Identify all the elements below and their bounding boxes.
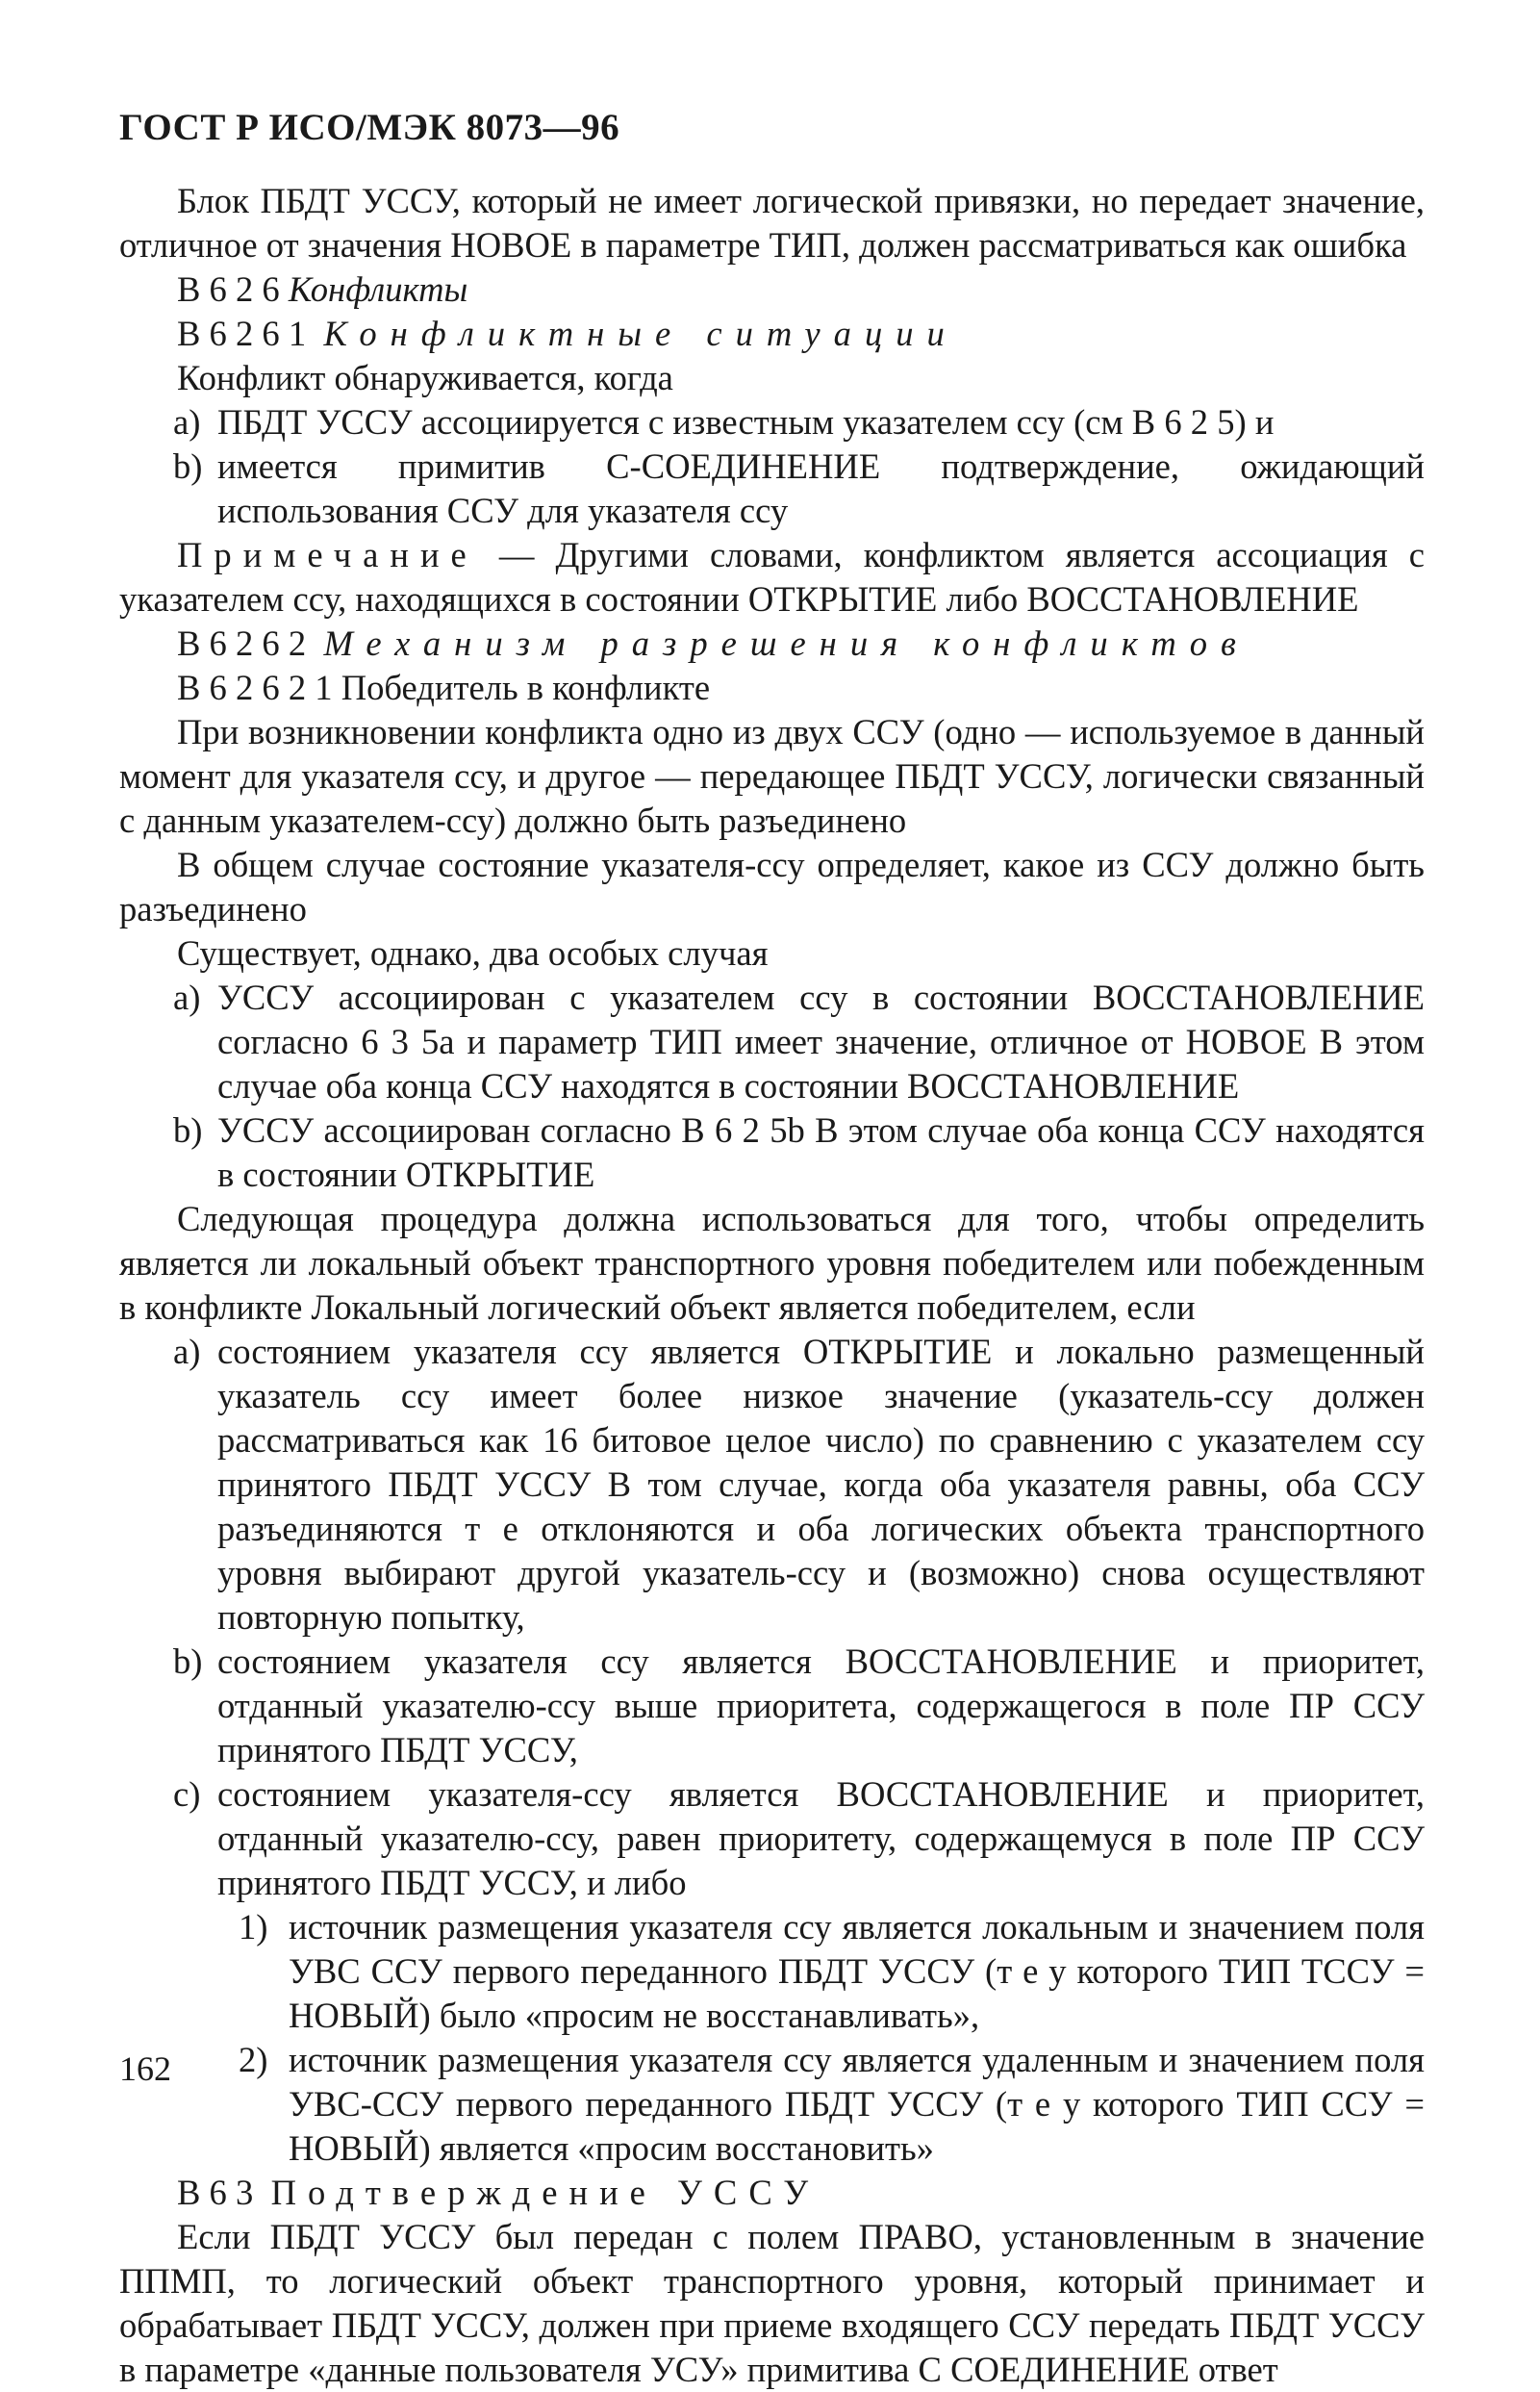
standard-header: ГОСТ Р ИСО/МЭК 8073—96	[119, 107, 620, 148]
section-6-3-heading	[119, 2171, 1425, 2215]
section-6-2-6-2-1-heading: В 6 2 6 2 1 Победитель в конфликте	[177, 668, 711, 707]
list-item	[119, 1108, 1425, 1197]
section-number: В 6 3	[177, 2173, 254, 2212]
paragraph-winner: При возникновении конфликта одно из двух ССУ (одно — используемое в данный момент для указателя ссу, и другое — передающее ПБДТ УССУ, логически связанный с данным указателем-ссу) должно быть разъединено	[119, 712, 1425, 840]
list-text: УССУ ассоциирован согласно В 6 2 5b В этом случае оба конца ССУ находятся в состоянии ОТКРЫТИЕ	[217, 1110, 1425, 1194]
list-text: ПБДТ УССУ ассоциируется с известным указателем ссу (см В 6 2 5) и	[217, 402, 1275, 442]
section-6-2-6-heading	[119, 267, 1425, 312]
special-cases-intro: Существует, однако, два особых случая	[177, 933, 769, 973]
list-text: УССУ ассоциирован с указателем ссу в состоянии ВОССТАНОВЛЕНИЕ согласно 6 3 5а и параметр ТИП имеет значение, отличное от НОВОЕ В этом случае оба конца ССУ находятся в состоянии ВОССТАНОВЛЕНИЕ	[217, 978, 1425, 1106]
list-label: b)	[173, 1110, 203, 1150]
paragraph-general: В общем случае состояние указателя-ссу определяет, какое из ССУ должно быть разъединено	[119, 845, 1425, 929]
list-item	[119, 445, 1425, 533]
page-number: 162	[119, 2049, 171, 2088]
section-title: Конфликтные ситуации	[323, 314, 958, 353]
list-item	[119, 1330, 1425, 1640]
paragraph-procedure: Следующая процедура должна использоваться для того, чтобы определить является ли локальный объект транспортного уровня победителем или побежденным в конфликте Локальный логический объект является победителем, если	[119, 1199, 1425, 1327]
list-item	[119, 1640, 1425, 1772]
paragraph-intro: Блок ПБДТ УССУ, который не имеет логической привязки, но передает значение, отличное от значения НОВОЕ в параметре ТИП, должен рассматриваться как ошибка	[119, 181, 1425, 265]
section-number: В 6 2 6	[177, 269, 280, 309]
section-title: Механизм разрешения конфликтов	[323, 623, 1250, 663]
section-6-2-6-2-heading	[119, 622, 1425, 666]
list-text: источник размещения указателя ссу является удаленным и значением поля УВС-ССУ первого переданного ПБДТ УССУ (т е у которого ТИП ССУ = НОВЫЙ) является «просим восстановить»	[289, 2040, 1425, 2168]
section-number: В 6 2 6 2	[177, 623, 307, 663]
section-number: В 6 2 6 1	[177, 314, 307, 353]
list-text: имеется примитив С-СОЕДИНЕНИЕ подтверждение, ожидающий использования ССУ для указателя ссу	[217, 446, 1425, 530]
list-label: a)	[173, 978, 201, 1017]
sub-list-item	[119, 2038, 1425, 2171]
list-label: a)	[173, 1332, 201, 1371]
list-label: b)	[173, 1641, 203, 1681]
note-text: — Другими словами, конфликтом является ассоциация с указателем ссу, находящихся в состоянии ОТКРЫТИЕ либо ВОССТАНОВЛЕНИЕ	[119, 535, 1425, 619]
section-title: Подтверждение УССУ	[270, 2173, 820, 2212]
list-label: c)	[173, 1774, 201, 1814]
sub-list-item	[119, 1905, 1425, 2038]
list-label: b)	[173, 446, 203, 486]
section-6-2-6-1-heading	[119, 312, 1425, 356]
note	[119, 533, 1425, 622]
section-title: Конфликты	[288, 269, 468, 309]
paragraph-confirmation: Если ПБДТ УССУ был передан с полем ПРАВО, установленным в значение ППМП, то логический объект транспортного уровня, который принимает и обрабатывает ПБДТ УССУ, должен при приеме входящего ССУ передать ПБДТ УССУ в параметре «данные пользователя УСУ» примитива С СОЕДИНЕНИЕ ответ	[119, 2217, 1425, 2389]
list-item	[119, 1772, 1425, 1905]
list-text: состоянием указателя-ссу является ВОССТАНОВЛЕНИЕ и приоритет, отданный указателю-ссу, равен приоритету, содержащемуся в поле ПР ССУ принятого ПБДТ УССУ, и либо	[217, 1774, 1425, 1902]
list-text: источник размещения указателя ссу является локальным и значением поля УВС ССУ первого переданного ПБДТ УССУ (т е у которого ТИП ТССУ = НОВЫЙ) было «просим не восстанавливать»,	[289, 1907, 1425, 2035]
list-item	[119, 976, 1425, 1108]
list-label: a)	[173, 402, 201, 442]
list-item	[119, 400, 1425, 445]
list-text: состоянием указателя ссу является ВОССТАНОВЛЕНИЕ и приоритет, отданный указателю-ссу выше приоритета, содержащегося в поле ПР ССУ принятого ПБДТ УССУ,	[217, 1641, 1425, 1769]
list-label: 1)	[239, 1907, 268, 1947]
note-label: Примечание	[177, 535, 478, 574]
list-label: 2)	[239, 2040, 268, 2079]
list-text: состоянием указателя ссу является ОТКРЫТИЕ и локально размещенный указатель ссу имеет более низкое значение (указатель-ссу должен рассматриваться как 16 битовое целое число) по сравнению с указателем ссу принятого ПБДТ УССУ В том случае, когда оба указателя равны, оба ССУ разъединяются т е отклоняются и оба логических объекта транспортного уровня выбирают другой указатель-ссу и (возможно) снова осуществляют повторную попытку,	[217, 1332, 1425, 1637]
conflict-intro: Конфликт обнаруживается, когда	[177, 358, 673, 397]
